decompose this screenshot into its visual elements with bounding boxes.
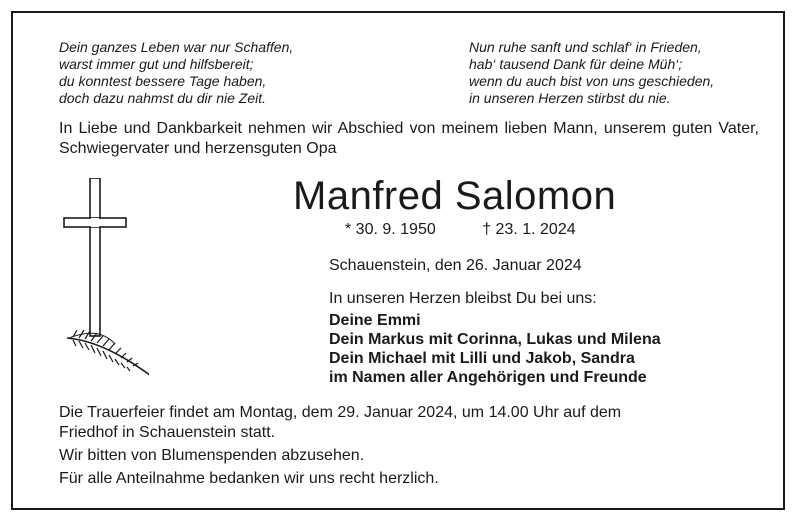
poem-line: hab‘ tausend Dank für deine Müh‘;	[469, 56, 683, 72]
hearts-line: In unseren Herzen bleibst Du bei uns:	[329, 290, 597, 307]
intro-text: In Liebe und Dankbarkeit nehmen wir Abschied von meinem lieben Mann, unserem guten Vater, Schwiegervater und herzensguten Opa	[59, 120, 759, 157]
closing-text	[59, 403, 621, 489]
mourner-line: Dein Markus mit Corinna, Lukas und Milena	[329, 331, 661, 348]
mourner-line: im Namen aller Angehörigen und Freunde	[329, 369, 647, 386]
obituary-notice	[11, 11, 785, 510]
funeral-info-line: Friedhof in Schauenstein statt.	[59, 424, 276, 441]
poem-line: in unseren Herzen stirbst du nie.	[469, 90, 671, 106]
cross-icon	[59, 178, 149, 388]
mourner-line: Deine Emmi	[329, 312, 421, 329]
thanks-line: Für alle Anteilnahme bedanken wir uns recht herzlich.	[59, 470, 439, 487]
birth-date: * 30. 9. 1950	[345, 221, 436, 238]
poem-line: Nun ruhe sanft und schlaf‘ in Frieden,	[469, 39, 702, 55]
poem-line: warst immer gut und hilfsbereit;	[59, 56, 254, 72]
mourners-list	[329, 311, 661, 387]
poem-line: du konntest bessere Tage haben,	[59, 73, 267, 89]
poem-line: Dein ganzes Leben war nur Schaffen,	[59, 39, 294, 55]
place-date: Schauenstein, den 26. Januar 2024	[329, 257, 582, 274]
death-date: † 23. 1. 2024	[482, 221, 576, 238]
deceased-name: Manfred Salomon	[293, 174, 617, 218]
poem-left	[59, 39, 293, 107]
funeral-info-line: Die Trauerfeier findet am Montag, dem 29. Januar 2024, um 14.00 Uhr auf dem	[59, 404, 622, 421]
palm-frond-icon	[67, 330, 149, 376]
poem-right	[469, 39, 714, 107]
mourner-line: Dein Michael mit Lilli und Jakob, Sandra	[329, 350, 635, 367]
poem-line: doch dazu nahmst du dir nie Zeit.	[59, 90, 267, 106]
poem-line: wenn du auch bist von uns geschieden,	[469, 73, 715, 89]
life-dates	[345, 220, 576, 240]
flowers-request: Wir bitten von Blumenspenden abzusehen.	[59, 447, 365, 464]
